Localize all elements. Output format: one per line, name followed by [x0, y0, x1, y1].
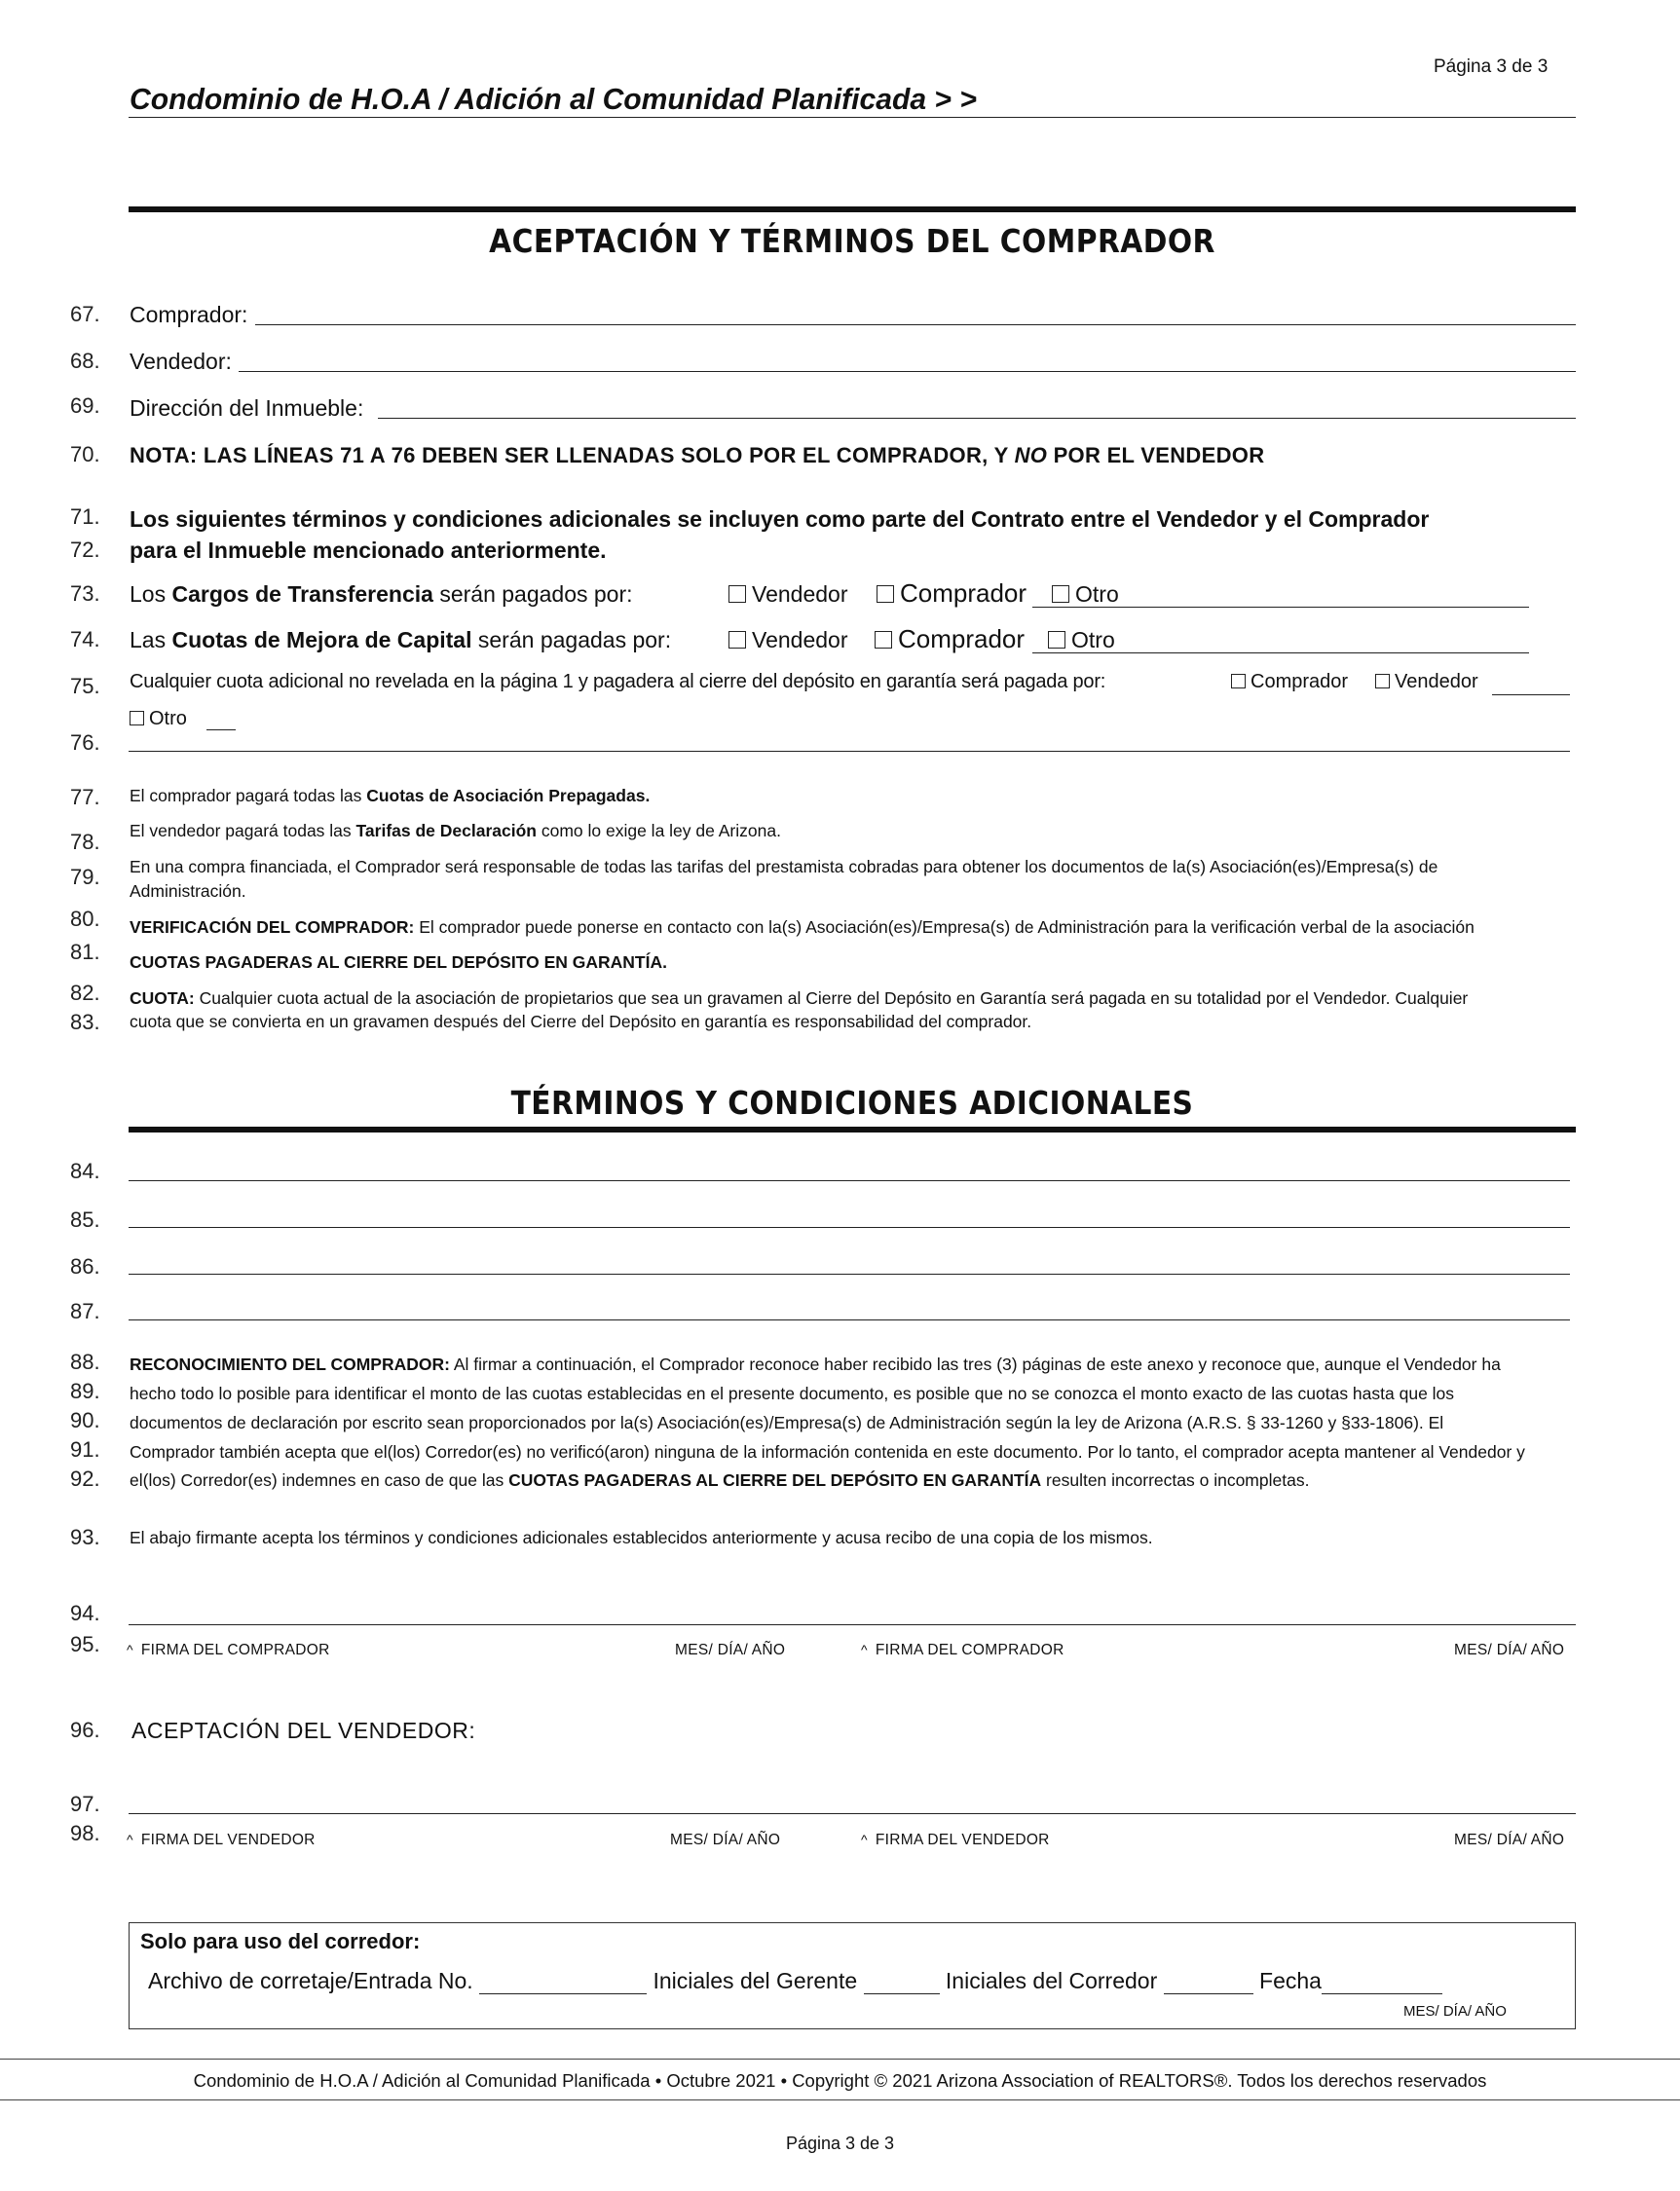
- capital-buyer-option[interactable]: Comprador: [875, 624, 1025, 654]
- date-hint: MES/ DÍA/ AÑO: [1403, 2003, 1507, 2020]
- capital-fees-label: Las Cuotas de Mejora de Capital serán pagadas por:: [130, 627, 672, 652]
- ack-line90: documentos de declaración por escrito sean proporcionados por la(s) Asociación(es)/Empresa(s) de Administración según la ley de Arizona (A.R.S. § 33-1260 y §33-1806). El: [130, 1413, 1444, 1432]
- seller-date2-label: MES/ DÍA/ AÑO: [1454, 1832, 1565, 1848]
- line-number: 67.: [70, 302, 100, 326]
- document-title: Condominio de H.O.A / Adición al Comunidad Planificada > >: [130, 82, 977, 116]
- line83: cuota que se convierta en un gravamen después del Cierre del Depósito en garantía es responsabilidad del comprador.: [130, 1012, 1032, 1031]
- address-label: Dirección del Inmueble:: [130, 395, 364, 421]
- line-number: 81.: [70, 940, 100, 964]
- line84-input[interactable]: [129, 1180, 1570, 1181]
- section-bar-top: [129, 206, 1576, 212]
- buyer-sig2-label: ^ FIRMA DEL COMPRADOR: [861, 1642, 1064, 1658]
- checkbox-icon[interactable]: [728, 631, 746, 649]
- ack-line92: el(los) Corredor(es) indemnes en caso de que las CUOTAS PAGADERAS AL CIERRE DEL DEPÓSITO EN GARANTÍA resulten incorrectas o incompletas.: [130, 1470, 1310, 1490]
- line-number: 70.: [70, 442, 100, 466]
- transfer-seller-option[interactable]: Vendedor: [728, 581, 847, 608]
- line82: CUOTA: Cualquier cuota actual de la asociación de propietarios que sea un gravamen al Cierre del Depósito en Garantía será pagada en su totalidad por el Vendedor. Cualquier: [130, 988, 1469, 1008]
- line75-other-input[interactable]: [206, 729, 236, 730]
- line-number: 75.: [70, 674, 100, 698]
- caret-icon: ^: [861, 1832, 868, 1847]
- broker-initials-input[interactable]: [1164, 1993, 1253, 1994]
- manager-initials-label: Iniciales del Gerente: [653, 1968, 858, 1993]
- ack-line91: Comprador también acepta que el(los) Corredor(es) no verificó(aron) ninguna de la información contenida en este documento. Por lo tanto, el comprador acepta mantener al Vendedor y: [130, 1442, 1525, 1462]
- line-number: 89.: [70, 1379, 100, 1403]
- line-number: 77.: [70, 785, 100, 809]
- broker-box: [129, 1922, 1576, 2029]
- line75-seller-option[interactable]: Vendedor: [1375, 671, 1478, 693]
- line-number: 87.: [70, 1299, 100, 1323]
- broker-initials-label: Iniciales del Corredor: [945, 1968, 1158, 1993]
- ack-line88: RECONOCIMIENTO DEL COMPRADOR: Al firmar a continuación, el Comprador reconoce haber recibido las tres (3) páginas de este anexo y reconoce que, aunque el Vendedor ha: [130, 1355, 1501, 1374]
- line-number: 78.: [70, 830, 100, 854]
- line-number: 92.: [70, 1467, 100, 1491]
- file-entry-label: Archivo de corretaje/Entrada No.: [148, 1968, 473, 1993]
- line-number: 85.: [70, 1207, 100, 1232]
- line75-text: Cualquier cuota adicional no revelada en la página 1 y pagadera al cierre del depósito en garantía será pagada por:: [130, 671, 1106, 692]
- seller-sig1-label: ^ FIRMA DEL VENDEDOR: [127, 1832, 316, 1848]
- line-number: 82.: [70, 981, 100, 1005]
- seller-acceptance-title: ACEPTACIÓN DEL VENDEDOR:: [131, 1718, 476, 1743]
- line79b: Administración.: [130, 881, 246, 901]
- line-number: 98.: [70, 1821, 100, 1845]
- line-number: 93.: [70, 1525, 100, 1549]
- checkbox-icon[interactable]: [130, 711, 144, 725]
- buyer-label: Comprador:: [130, 302, 248, 327]
- line85-input[interactable]: [129, 1227, 1570, 1228]
- footer-rule-top: [0, 2059, 1680, 2060]
- seller-input[interactable]: [239, 371, 1576, 372]
- seller-label: Vendedor:: [130, 349, 232, 374]
- line-number: 79.: [70, 865, 100, 889]
- caret-icon: ^: [861, 1642, 868, 1657]
- buyer-sig1-label: ^ FIRMA DEL COMPRADOR: [127, 1642, 330, 1658]
- footer-page-number: Página 3 de 3: [785, 2134, 895, 2153]
- line79a: En una compra financiada, el Comprador será responsable de todas las tarifas del prestamista cobradas para obtener los documentos de la(s) Asociación(es)/Empresa(s) de: [130, 857, 1438, 876]
- line-number: 68.: [70, 349, 100, 373]
- caret-icon: ^: [127, 1642, 133, 1657]
- line-number: 94.: [70, 1601, 100, 1625]
- buyer-date1-label: MES/ DÍA/ AÑO: [675, 1642, 786, 1658]
- transfer-other-option[interactable]: Otro: [1052, 581, 1119, 608]
- checkbox-icon[interactable]: [877, 585, 894, 603]
- capital-other-input[interactable]: [1032, 652, 1529, 653]
- section-title-buyer-terms: ACEPTACIÓN Y TÉRMINOS DEL COMPRADOR: [489, 222, 1215, 260]
- section-bar-2: [129, 1127, 1576, 1133]
- checkbox-icon[interactable]: [728, 585, 746, 603]
- line75-seller-input[interactable]: [1492, 694, 1570, 695]
- line78: El vendedor pagará todas las Tarifas de Declaración como lo exige la ley de Arizona.: [130, 821, 781, 840]
- footer-rule-bottom: [0, 2099, 1680, 2100]
- caret-icon: ^: [127, 1832, 133, 1847]
- line-number: 90.: [70, 1408, 100, 1432]
- line-number: 86.: [70, 1254, 100, 1279]
- seller-sig2-label: ^ FIRMA DEL VENDEDOR: [861, 1832, 1050, 1848]
- additional-terms-line2: para el Inmueble mencionado anteriormente.: [130, 538, 607, 563]
- header-rule: [129, 117, 1576, 118]
- transfer-buyer-option[interactable]: Comprador: [877, 578, 1027, 609]
- line75-buyer-option[interactable]: Comprador: [1231, 671, 1348, 693]
- file-entry-input[interactable]: [479, 1993, 647, 1994]
- note-emphasis: NO: [1014, 443, 1048, 467]
- checkbox-icon[interactable]: [1052, 585, 1069, 603]
- buyer-input[interactable]: [255, 324, 1576, 325]
- line-number: 74.: [70, 627, 100, 651]
- seller-date1-label: MES/ DÍA/ AÑO: [670, 1832, 781, 1848]
- line-number: 76.: [70, 730, 100, 755]
- date-label: Fecha: [1259, 1968, 1322, 1993]
- line86-input[interactable]: [129, 1274, 1570, 1275]
- address-input[interactable]: [378, 418, 1576, 419]
- line-number: 69.: [70, 393, 100, 418]
- line-number: 71.: [70, 504, 100, 529]
- broker-fields-row: [148, 1968, 1442, 1994]
- line76-input[interactable]: [129, 751, 1570, 752]
- capital-other-option[interactable]: Otro: [1048, 627, 1115, 653]
- line-number: 88.: [70, 1350, 100, 1374]
- line-number: 73.: [70, 581, 100, 606]
- line81: CUOTAS PAGADERAS AL CIERRE DEL DEPÓSITO EN GARANTÍA.: [130, 952, 667, 972]
- broker-box-title: Solo para uso del corredor:: [140, 1929, 421, 1953]
- line77: El comprador pagará todas las Cuotas de Asociación Prepagadas.: [130, 786, 651, 805]
- line-number: 80.: [70, 907, 100, 931]
- seller-signature-line[interactable]: [129, 1813, 1576, 1814]
- line-number: 97.: [70, 1792, 100, 1816]
- line80: VERIFICACIÓN DEL COMPRADOR: El comprador puede ponerse en contacto con la(s) Asociación(es)/Empresa(s) de Administración para la verificación verbal de la asociación: [130, 917, 1475, 937]
- line-number: 95.: [70, 1632, 100, 1656]
- page-number-top: Página 3 de 3: [1434, 56, 1549, 77]
- transfer-other-input[interactable]: [1032, 607, 1529, 608]
- footer-text: Condominio de H.O.A / Adición al Comunidad Planificada • Octubre 2021 • Copyright © 2021 Arizona Association of REALTORS®. Todos los derechos reservados: [193, 2070, 1487, 2091]
- note-line70: NOTA: LAS LÍNEAS 71 A 76 DEBEN SER LLENADAS SOLO POR EL COMPRADOR, Y NO POR EL VENDEDOR: [130, 443, 1265, 467]
- date-input[interactable]: [1322, 1993, 1442, 1994]
- checkbox-icon[interactable]: [1375, 674, 1390, 688]
- line-number: 72.: [70, 538, 100, 562]
- transfer-fees-label: Los Cargos de Transferencia serán pagados por:: [130, 581, 633, 607]
- ack-line89: hecho todo lo posible para identificar el monto de las cuotas establecidas en el presente documento, es posible que no se conozca el monto exacto de las cuotas hasta que los: [130, 1384, 1455, 1403]
- additional-terms-line1: Los siguientes términos y condiciones adicionales se incluyen como parte del Contrato entre el Vendedor y el Comprador: [130, 506, 1430, 532]
- checkbox-icon[interactable]: [1231, 674, 1246, 688]
- checkbox-icon[interactable]: [875, 631, 892, 649]
- line-number: 83.: [70, 1010, 100, 1034]
- checkbox-icon[interactable]: [1048, 631, 1065, 649]
- line-number: 84.: [70, 1159, 100, 1183]
- line87-input[interactable]: [129, 1319, 1570, 1320]
- buyer-date2-label: MES/ DÍA/ AÑO: [1454, 1642, 1565, 1658]
- capital-seller-option[interactable]: Vendedor: [728, 627, 847, 653]
- line75-other-option[interactable]: Otro: [130, 708, 187, 730]
- line-number: 96.: [70, 1718, 100, 1742]
- line-number: 91.: [70, 1437, 100, 1462]
- buyer-signature-line[interactable]: [129, 1624, 1576, 1625]
- section-title-additional-terms: TÉRMINOS Y CONDICIONES ADICIONALES: [510, 1084, 1194, 1122]
- line93: El abajo firmante acepta los términos y condiciones adicionales establecidos anteriormente y acusa recibo de una copia de los mismos.: [130, 1528, 1153, 1547]
- manager-initials-input[interactable]: [864, 1993, 940, 1994]
